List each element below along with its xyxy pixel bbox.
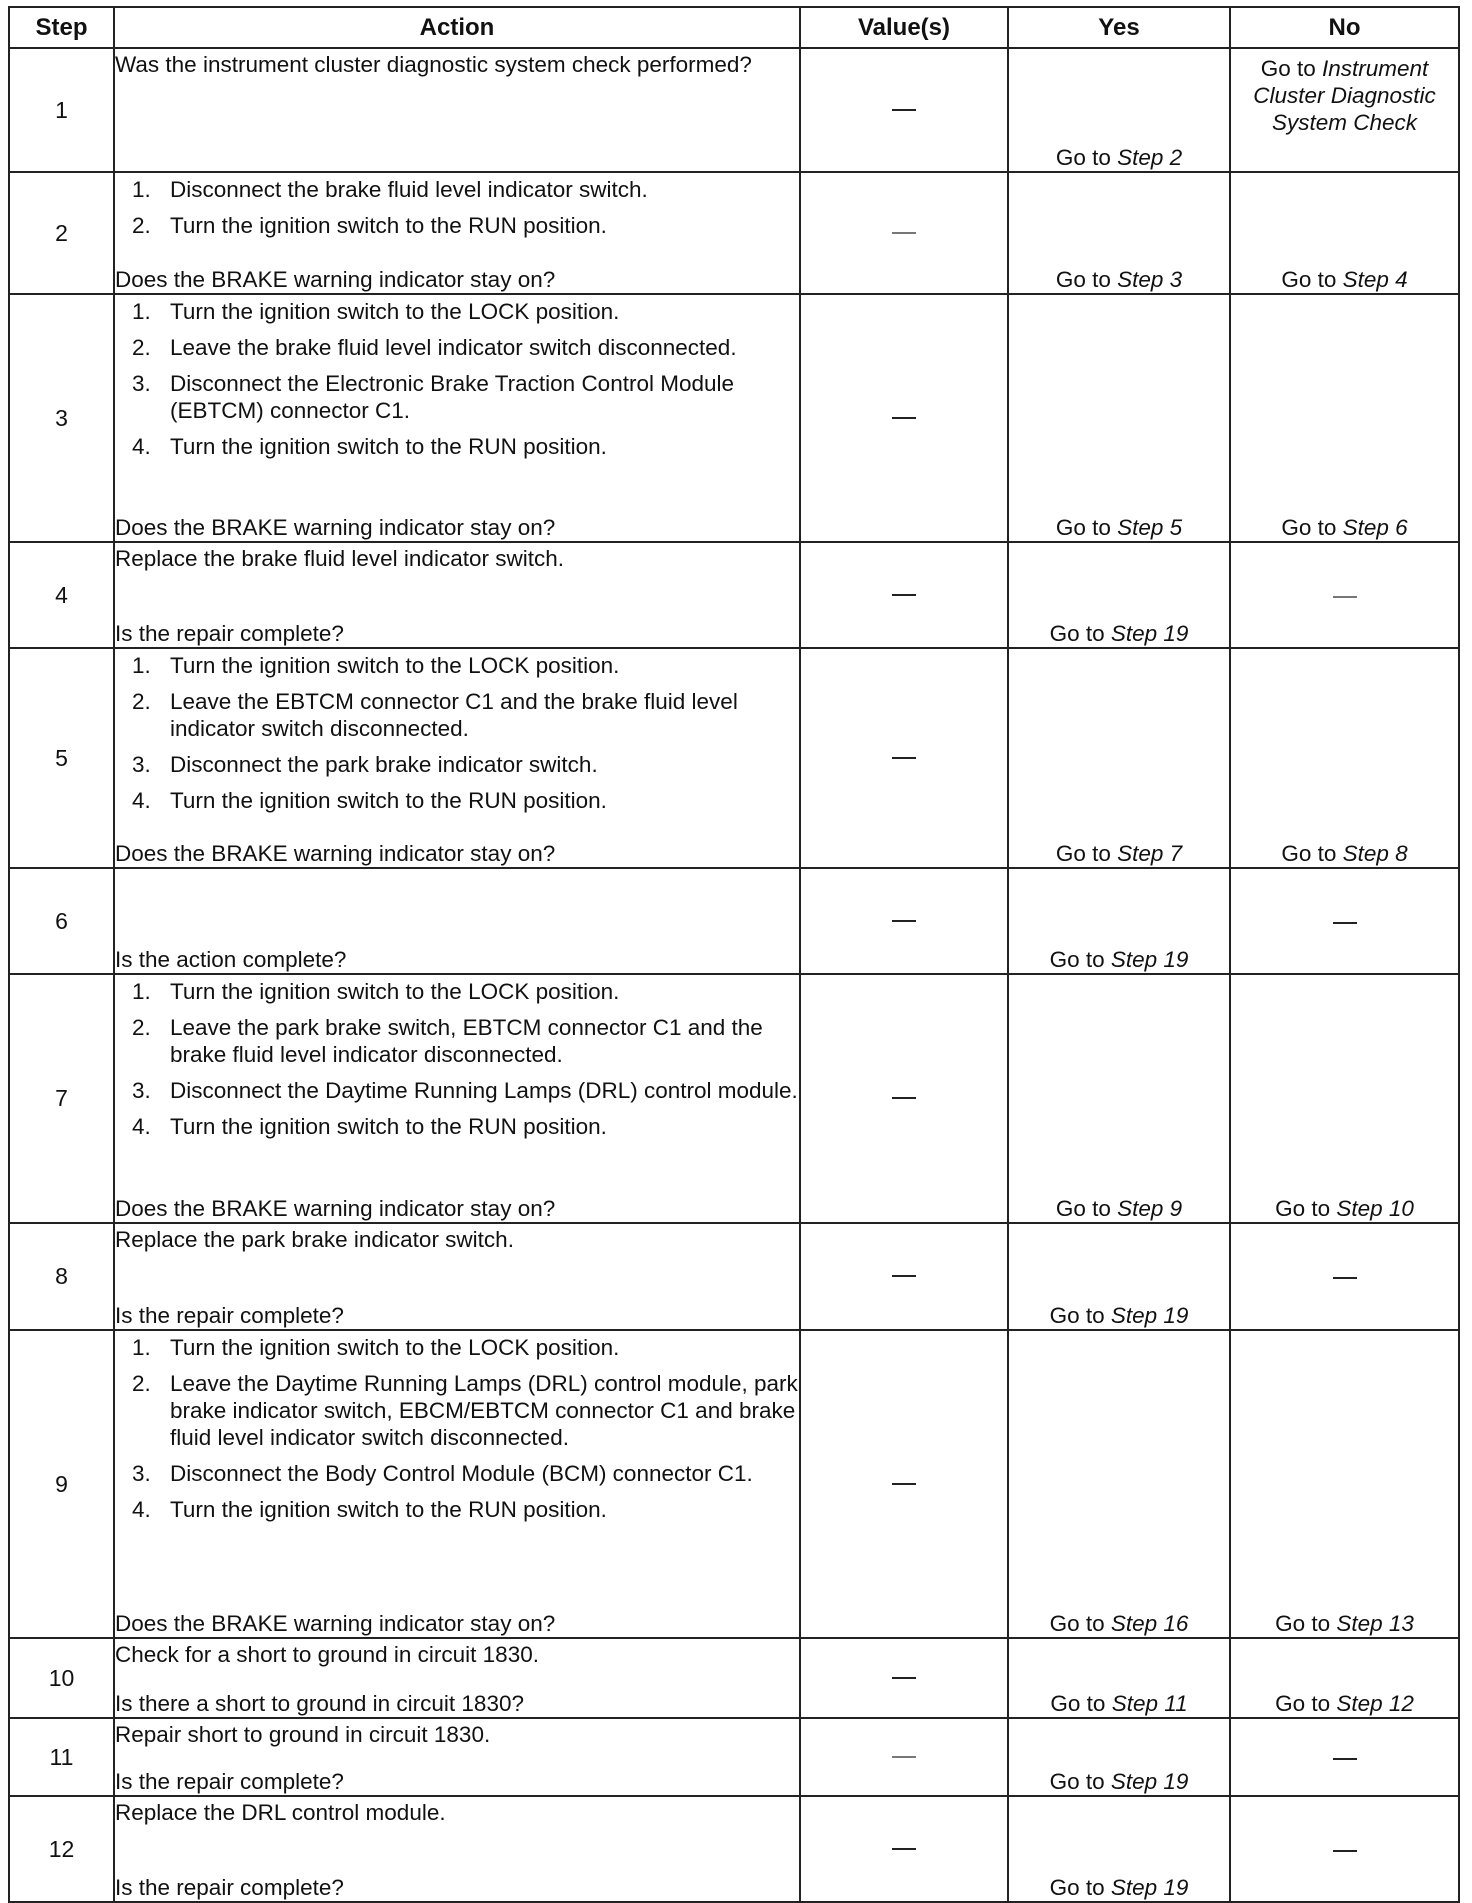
- value-cell: [800, 1718, 1008, 1796]
- table-row: [9, 172, 1459, 294]
- yes-cell: Go to Step 2: [1008, 48, 1230, 172]
- table-row: [9, 1330, 1459, 1638]
- yes-cell: Go to Step 19: [1008, 1796, 1230, 1902]
- list-item: 2. Leave the EBTCM connector C1 and the brake fluid level indicator switch disconnected.: [132, 689, 738, 741]
- yes-target: Step 7: [1117, 841, 1183, 866]
- step-number: 12: [9, 1796, 114, 1902]
- yes-cell: Go to Step 11: [1008, 1638, 1230, 1718]
- action-question: Does the BRAKE warning indicator stay on?: [115, 267, 556, 292]
- step-number: 3: [9, 294, 114, 542]
- no-cell: Go to Step 6: [1230, 294, 1459, 542]
- dash-mark: [892, 920, 916, 922]
- no-target: Step 6: [1342, 515, 1408, 540]
- yes-cell: Go to Step 7: [1008, 648, 1230, 868]
- action-question: Does the BRAKE warning indicator stay on?: [115, 841, 556, 866]
- action-text: Replace the DRL control module.: [115, 1800, 446, 1825]
- action-cell: [114, 542, 800, 648]
- action-list: [115, 173, 799, 248]
- action-cell: [114, 1796, 800, 1902]
- dash-mark: [1333, 1277, 1357, 1279]
- action-question: Does the BRAKE warning indicator stay on?: [115, 1611, 556, 1636]
- yes-target: Step 19: [1110, 1303, 1189, 1328]
- list-item: 2. Leave the brake fluid level indicator switch disconnected.: [132, 335, 737, 360]
- yes-cell: Go to Step 19: [1008, 542, 1230, 648]
- header-row: [9, 7, 1459, 48]
- list-item: 2. Turn the ignition switch to the RUN position.: [132, 213, 607, 238]
- table-row: [9, 542, 1459, 648]
- value-cell: [800, 172, 1008, 294]
- table-row: [9, 48, 1459, 172]
- no-cell: [1230, 1718, 1459, 1796]
- header-action: Action: [114, 7, 800, 48]
- value-cell: [800, 974, 1008, 1223]
- value-cell: [800, 1638, 1008, 1718]
- yes-target: Step 5: [1117, 515, 1183, 540]
- table-row: [9, 1718, 1459, 1796]
- yes-target: Step 3: [1117, 267, 1183, 292]
- header-values: Value(s): [800, 7, 1008, 48]
- list-item: 3. Disconnect the park brake indicator switch.: [132, 752, 598, 777]
- diagnostic-table: [8, 6, 1460, 1903]
- no-target: Instrument Cluster Diagnostic System Check: [1253, 56, 1436, 135]
- yes-cell: Go to Step 16: [1008, 1330, 1230, 1638]
- yes-target: Step 19: [1110, 947, 1189, 972]
- action-question: Is the repair complete?: [115, 1303, 344, 1328]
- step-number: 10: [9, 1638, 114, 1718]
- action-question: Is the repair complete?: [115, 1769, 344, 1794]
- yes-cell: Go to Step 19: [1008, 868, 1230, 974]
- action-question: Is the repair complete?: [115, 1875, 344, 1900]
- action-cell: [114, 1330, 800, 1638]
- dash-mark: [892, 109, 916, 111]
- list-item: 1. Turn the ignition switch to the LOCK position.: [132, 653, 620, 678]
- action-text: Repair short to ground in circuit 1830.: [115, 1722, 491, 1747]
- action-cell: [114, 1638, 800, 1718]
- action-text: Replace the park brake indicator switch.: [115, 1227, 514, 1252]
- header-step: Step: [9, 7, 114, 48]
- no-cell: [1230, 1796, 1459, 1902]
- no-target: Step 10: [1336, 1196, 1414, 1221]
- dash-mark: [892, 232, 916, 234]
- action-cell: [114, 1223, 800, 1330]
- step-number: 4: [9, 542, 114, 648]
- action-question: Is the repair complete?: [115, 621, 344, 646]
- list-item: 1. Disconnect the brake fluid level indicator switch.: [132, 177, 648, 202]
- dash-mark: [892, 594, 916, 596]
- yes-cell: Go to Step 19: [1008, 1718, 1230, 1796]
- header-no: No: [1230, 7, 1459, 48]
- action-question: Does the BRAKE warning indicator stay on?: [115, 1196, 556, 1221]
- list-item: 1. Turn the ignition switch to the LOCK position.: [132, 1335, 620, 1360]
- action-cell: [114, 868, 800, 974]
- no-cell: Go to Step 10: [1230, 974, 1459, 1223]
- no-cell: Go to Step 12: [1230, 1638, 1459, 1718]
- yes-target: Step 19: [1110, 1875, 1189, 1900]
- list-item: 3. Disconnect the Body Control Module (BCM) connector C1.: [132, 1461, 753, 1486]
- list-item: 1. Turn the ignition switch to the LOCK position.: [132, 299, 620, 324]
- step-number: 7: [9, 974, 114, 1223]
- yes-cell: Go to Step 9: [1008, 974, 1230, 1223]
- action-cell: [114, 48, 800, 172]
- value-cell: [800, 542, 1008, 648]
- action-list: [115, 975, 799, 1149]
- value-cell: [800, 1223, 1008, 1330]
- action-question: Is the action complete?: [115, 947, 347, 972]
- value-cell: [800, 294, 1008, 542]
- yes-cell: Go to Step 5: [1008, 294, 1230, 542]
- no-cell: Go to Instrument Cluster Diagnostic System Check: [1230, 48, 1459, 172]
- action-text: Replace the brake fluid level indicator switch.: [115, 546, 564, 571]
- action-text: Was the instrument cluster diagnostic system check performed?: [115, 52, 752, 77]
- action-cell: [114, 294, 800, 542]
- yes-target: Step 19: [1110, 621, 1189, 646]
- table-row: [9, 1638, 1459, 1718]
- step-number: 8: [9, 1223, 114, 1330]
- value-cell: [800, 48, 1008, 172]
- dash-mark: [892, 1275, 916, 1277]
- yes-target: Step 9: [1117, 1196, 1183, 1221]
- action-list: [115, 295, 799, 469]
- step-number: 1: [9, 48, 114, 172]
- no-cell: Go to Step 4: [1230, 172, 1459, 294]
- dash-mark: [1333, 1758, 1357, 1760]
- table-row: [9, 294, 1459, 542]
- list-item: 4. Turn the ignition switch to the RUN position.: [132, 788, 607, 813]
- value-cell: [800, 1796, 1008, 1902]
- list-item: 3. Disconnect the Electronic Brake Traction Control Module (EBTCM) connector C1.: [132, 371, 735, 423]
- action-cell: [114, 172, 800, 294]
- step-number: 9: [9, 1330, 114, 1638]
- list-item: 4. Turn the ignition switch to the RUN position.: [132, 1114, 607, 1139]
- action-text: Check for a short to ground in circuit 1830.: [115, 1642, 539, 1667]
- no-target: Step 13: [1336, 1611, 1414, 1636]
- list-item: 4. Turn the ignition switch to the RUN position.: [132, 434, 607, 459]
- dash-mark: [892, 1097, 916, 1099]
- no-cell: Go to Step 8: [1230, 648, 1459, 868]
- yes-cell: Go to Step 19: [1008, 1223, 1230, 1330]
- dash-mark: [1333, 596, 1357, 598]
- no-cell: [1230, 542, 1459, 648]
- action-cell: [114, 648, 800, 868]
- list-item: 1. Turn the ignition switch to the LOCK position.: [132, 979, 620, 1004]
- list-item: 4. Turn the ignition switch to the RUN position.: [132, 1497, 607, 1522]
- yes-target: Step 16: [1110, 1611, 1189, 1636]
- no-cell: [1230, 1223, 1459, 1330]
- dash-mark: [1333, 1850, 1357, 1852]
- yes-cell: Go to Step 3: [1008, 172, 1230, 294]
- value-cell: [800, 868, 1008, 974]
- dash-mark: [892, 417, 916, 419]
- dash-mark: [892, 1756, 916, 1758]
- no-target: Step 12: [1336, 1691, 1414, 1716]
- no-cell: Go to Step 13: [1230, 1330, 1459, 1638]
- yes-target: Step 2: [1117, 145, 1183, 170]
- step-number: 6: [9, 868, 114, 974]
- yes-target: Step 19: [1110, 1769, 1189, 1794]
- header-yes: Yes: [1008, 7, 1230, 48]
- list-item: 2. Leave the Daytime Running Lamps (DRL) control module, park brake indicator switch, EBCM/EBTCM connector C1 and brake fluid level indicator switch disconnected.: [132, 1371, 798, 1450]
- table-row: [9, 868, 1459, 974]
- action-question: Is there a short to ground in circuit 1830?: [115, 1691, 524, 1716]
- step-number: 11: [9, 1718, 114, 1796]
- action-cell: [114, 1718, 800, 1796]
- dash-mark: [1333, 922, 1357, 924]
- table-row: [9, 1223, 1459, 1330]
- dash-mark: [892, 1848, 916, 1850]
- table-row: [9, 1796, 1459, 1902]
- table-row: [9, 974, 1459, 1223]
- action-list: [115, 649, 799, 823]
- action-question: Does the BRAKE warning indicator stay on?: [115, 515, 556, 540]
- list-item: 3. Disconnect the Daytime Running Lamps (DRL) control module.: [132, 1078, 798, 1103]
- yes-target: Step 11: [1111, 1691, 1188, 1716]
- dash-mark: [892, 1483, 916, 1485]
- dash-mark: [892, 757, 916, 759]
- no-target: Step 4: [1342, 267, 1408, 292]
- no-target: Step 8: [1342, 841, 1408, 866]
- action-cell: [114, 974, 800, 1223]
- action-list: [115, 1331, 799, 1532]
- list-item: 2. Leave the park brake switch, EBTCM connector C1 and the brake fluid level indicator disconnected.: [132, 1015, 763, 1067]
- step-number: 5: [9, 648, 114, 868]
- dash-mark: [892, 1677, 916, 1679]
- no-cell: [1230, 868, 1459, 974]
- value-cell: [800, 648, 1008, 868]
- value-cell: [800, 1330, 1008, 1638]
- table-row: [9, 648, 1459, 868]
- step-number: 2: [9, 172, 114, 294]
